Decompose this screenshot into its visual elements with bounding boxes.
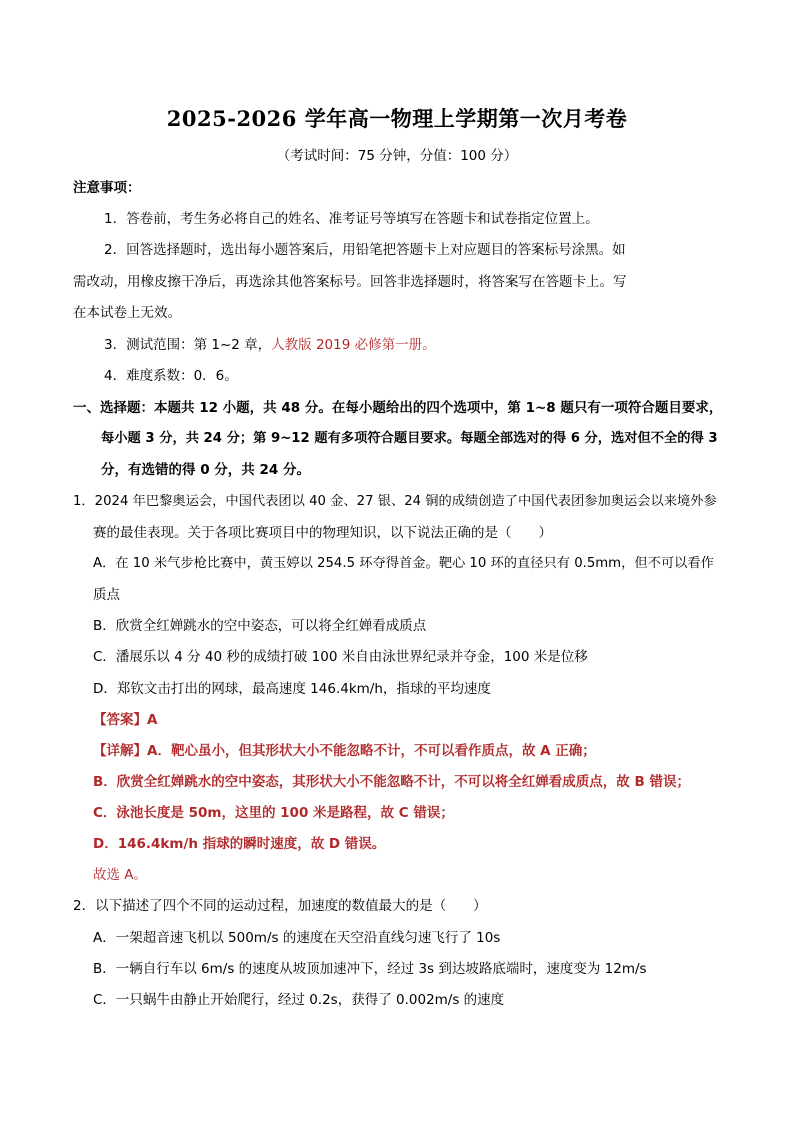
notice-item-2-line-2: 需改动，用橡皮擦干净后，再选涂其他答案标号。回答非选择题时，将答案写在答题卡上。写 xyxy=(73,274,627,290)
q1-stem-line-1: 1．2024 年巴黎奥运会，中国代表团以 40 金、27 银、24 铜的成绩创造了中国代表团参加奥运会以来境外参 xyxy=(73,494,717,509)
notice-item-3-prefix: 3．测试范围：第 1~2 章， xyxy=(104,337,272,353)
q1-conclusion: 故选 A。 xyxy=(93,867,148,883)
notice-heading: 注意事项： xyxy=(73,180,141,196)
q1-option-a-line-1: A．在 10 米气步枪比赛中，黄玉婷以 254.5 环夺得首金。靶心 10 环的直径只有 0.5mm，但不可以看作 xyxy=(93,556,714,571)
q1-detail-c: C．泳池长度是 50m，这里的 100 米是路程，故 C 错误； xyxy=(93,805,454,821)
q1-option-c: C．潘展乐以 4 分 40 秒的成绩打破 100 米自由泳世界纪录并夺金，100 米是位移 xyxy=(93,649,588,665)
q2-option-b: B．一辆自行车以 6m/s 的速度从坡顶加速冲下，经过 3s 到达坡路底端时，速度变为 12m/s xyxy=(93,961,647,977)
section-1-intro-line-2: 每小题 3 分，共 24 分；第 9~12 题有多项符合题目要求。每题全部选对的得 6 分，选对但不全的得 3 xyxy=(101,431,718,446)
notice-item-4: 4．难度系数：0．6。 xyxy=(104,368,238,384)
q1-stem-line-2: 赛的最佳表现。关于各项比赛项目中的物理知识，以下说法正确的是（ ） xyxy=(93,525,552,541)
q1-detail-b: B．欣赏全红婵跳水的空中姿态，其形状大小不能忽略不计，不可以将全红婵看成质点，故 B 错误； xyxy=(93,774,690,790)
exam-title: 2025-2026 学年高一物理上学期第一次月考卷 xyxy=(166,106,628,131)
q2-stem: 2．以下描述了四个不同的运动过程，加速度的数值最大的是（ ） xyxy=(73,898,487,914)
exam-subtitle: （考试时间：75 分钟，分值：100 分） xyxy=(276,148,518,164)
section-1-intro-line-3: 分，有选错的得 0 分，共 24 分。 xyxy=(101,462,310,478)
notice-item-2-line-1: 2．回答选择题时，选出每小题答案后，用铅笔把答题卡上对应题目的答案标号涂黑。如 xyxy=(104,242,626,258)
section-1-intro-line-1: 一、选择题：本题共 12 小题，共 48 分。在每小题给出的四个选项中，第 1~8 题只有一项符合题目要求， xyxy=(73,400,723,416)
q2-option-c: C．一只蜗牛由静止开始爬行，经过 0.2s，获得了 0.002m/s 的速度 xyxy=(93,992,505,1008)
notice-item-1: 1．答卷前，考生务必将自己的姓名、准考证号等填写在答题卡和试卷指定位置上。 xyxy=(104,211,599,227)
q1-detail-d: D．146.4km/h 指球的瞬时速度，故 D 错误。 xyxy=(93,836,386,852)
notice-item-3 xyxy=(104,333,436,353)
notice-item-3-textbook: 人教版 2019 必修第一册。 xyxy=(271,337,436,353)
notice-item-2-line-3: 在本试卷上无效。 xyxy=(73,305,181,321)
q1-option-b: B．欣赏全红婵跳水的空中姿态，可以将全红婵看成质点 xyxy=(93,618,427,634)
q1-option-d: D．郑钦文击打出的网球，最高速度 146.4km/h，指球的平均速度 xyxy=(93,681,491,697)
q1-option-a-line-2: 质点 xyxy=(93,587,120,603)
q1-detail-a: 【详解】A．靶心虽小，但其形状大小不能忽略不计，不可以看作质点，故 A 正确； xyxy=(93,743,596,759)
q1-answer: 【答案】A xyxy=(93,712,158,728)
q2-option-a: A．一架超音速飞机以 500m/s 的速度在天空沿直线匀速飞行了 10s xyxy=(93,930,501,946)
